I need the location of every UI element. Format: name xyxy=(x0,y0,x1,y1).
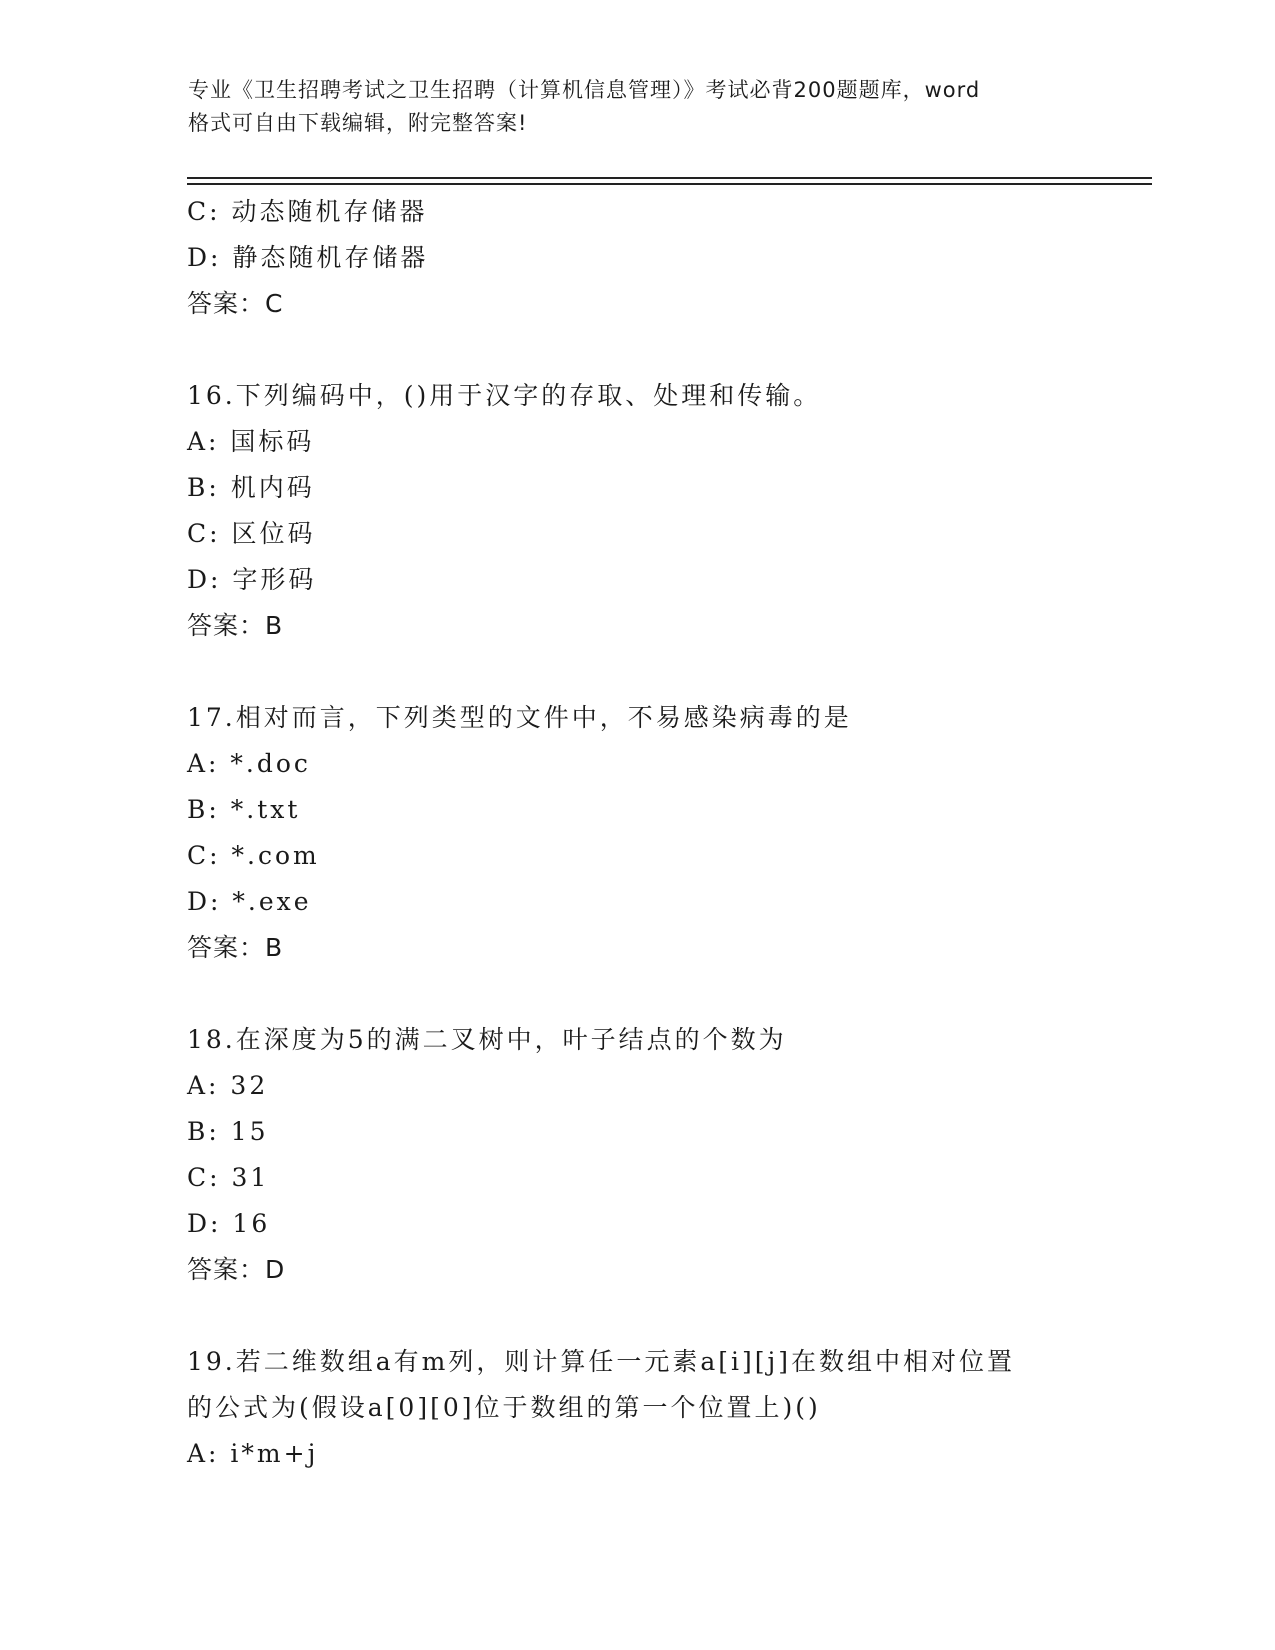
question-16 xyxy=(187,373,1087,649)
option-c: C: 31 xyxy=(187,1163,270,1192)
question-text: 18.在深度为5的满二叉树中，叶子结点的个数为 xyxy=(187,1025,787,1054)
option-d: D: 静态随机存储器 xyxy=(187,243,429,272)
option-b: B: 15 xyxy=(187,1117,269,1146)
header-line-2: 格式可自由下载编辑，附完整答案! xyxy=(188,111,528,135)
spacer xyxy=(187,327,1087,373)
header-divider-top xyxy=(187,177,1152,179)
question-17 xyxy=(187,695,1087,971)
option-d: D: 16 xyxy=(187,1209,271,1238)
document-header xyxy=(188,74,1088,140)
option-b: B: 机内码 xyxy=(187,473,315,502)
question-text-line-2: 的公式为(假设a[0][0]位于数组的第一个位置上)() xyxy=(187,1393,821,1422)
option-c: C: 区位码 xyxy=(187,519,316,548)
option-c: C: *.com xyxy=(187,841,320,870)
question-text-line-1: 19.若二维数组a有m列，则计算任一元素a[i][j]在数组中相对位置 xyxy=(187,1347,1016,1376)
question-text: 16.下列编码中，()用于汉字的存取、处理和传输。 xyxy=(187,381,822,410)
answer: 答案：C xyxy=(187,289,284,318)
option-d: D: 字形码 xyxy=(187,565,317,594)
spacer xyxy=(187,1293,1087,1339)
option-a: A: 国标码 xyxy=(187,427,315,456)
question-19 xyxy=(187,1339,1087,1477)
option-a: A: 32 xyxy=(187,1071,269,1100)
answer: 答案：B xyxy=(187,611,284,640)
question-15-tail xyxy=(187,189,1087,327)
option-a: A: *.doc xyxy=(187,749,311,778)
answer: 答案：B xyxy=(187,933,284,962)
header-line-1: 专业《卫生招聘考试之卫生招聘（计算机信息管理）》考试必背200题题库，word xyxy=(188,78,981,102)
option-d: D: *.exe xyxy=(187,887,312,916)
spacer xyxy=(187,971,1087,1017)
option-b: B: *.txt xyxy=(187,795,301,824)
header-divider-bottom xyxy=(187,183,1152,185)
answer: 答案：D xyxy=(187,1255,286,1284)
question-18 xyxy=(187,1017,1087,1293)
option-c: C: 动态随机存储器 xyxy=(187,197,428,226)
question-list xyxy=(187,189,1087,1477)
question-text: 17.相对而言，下列类型的文件中，不易感染病毒的是 xyxy=(187,703,852,732)
spacer xyxy=(187,649,1087,695)
option-a: A: i*m+j xyxy=(187,1439,319,1468)
